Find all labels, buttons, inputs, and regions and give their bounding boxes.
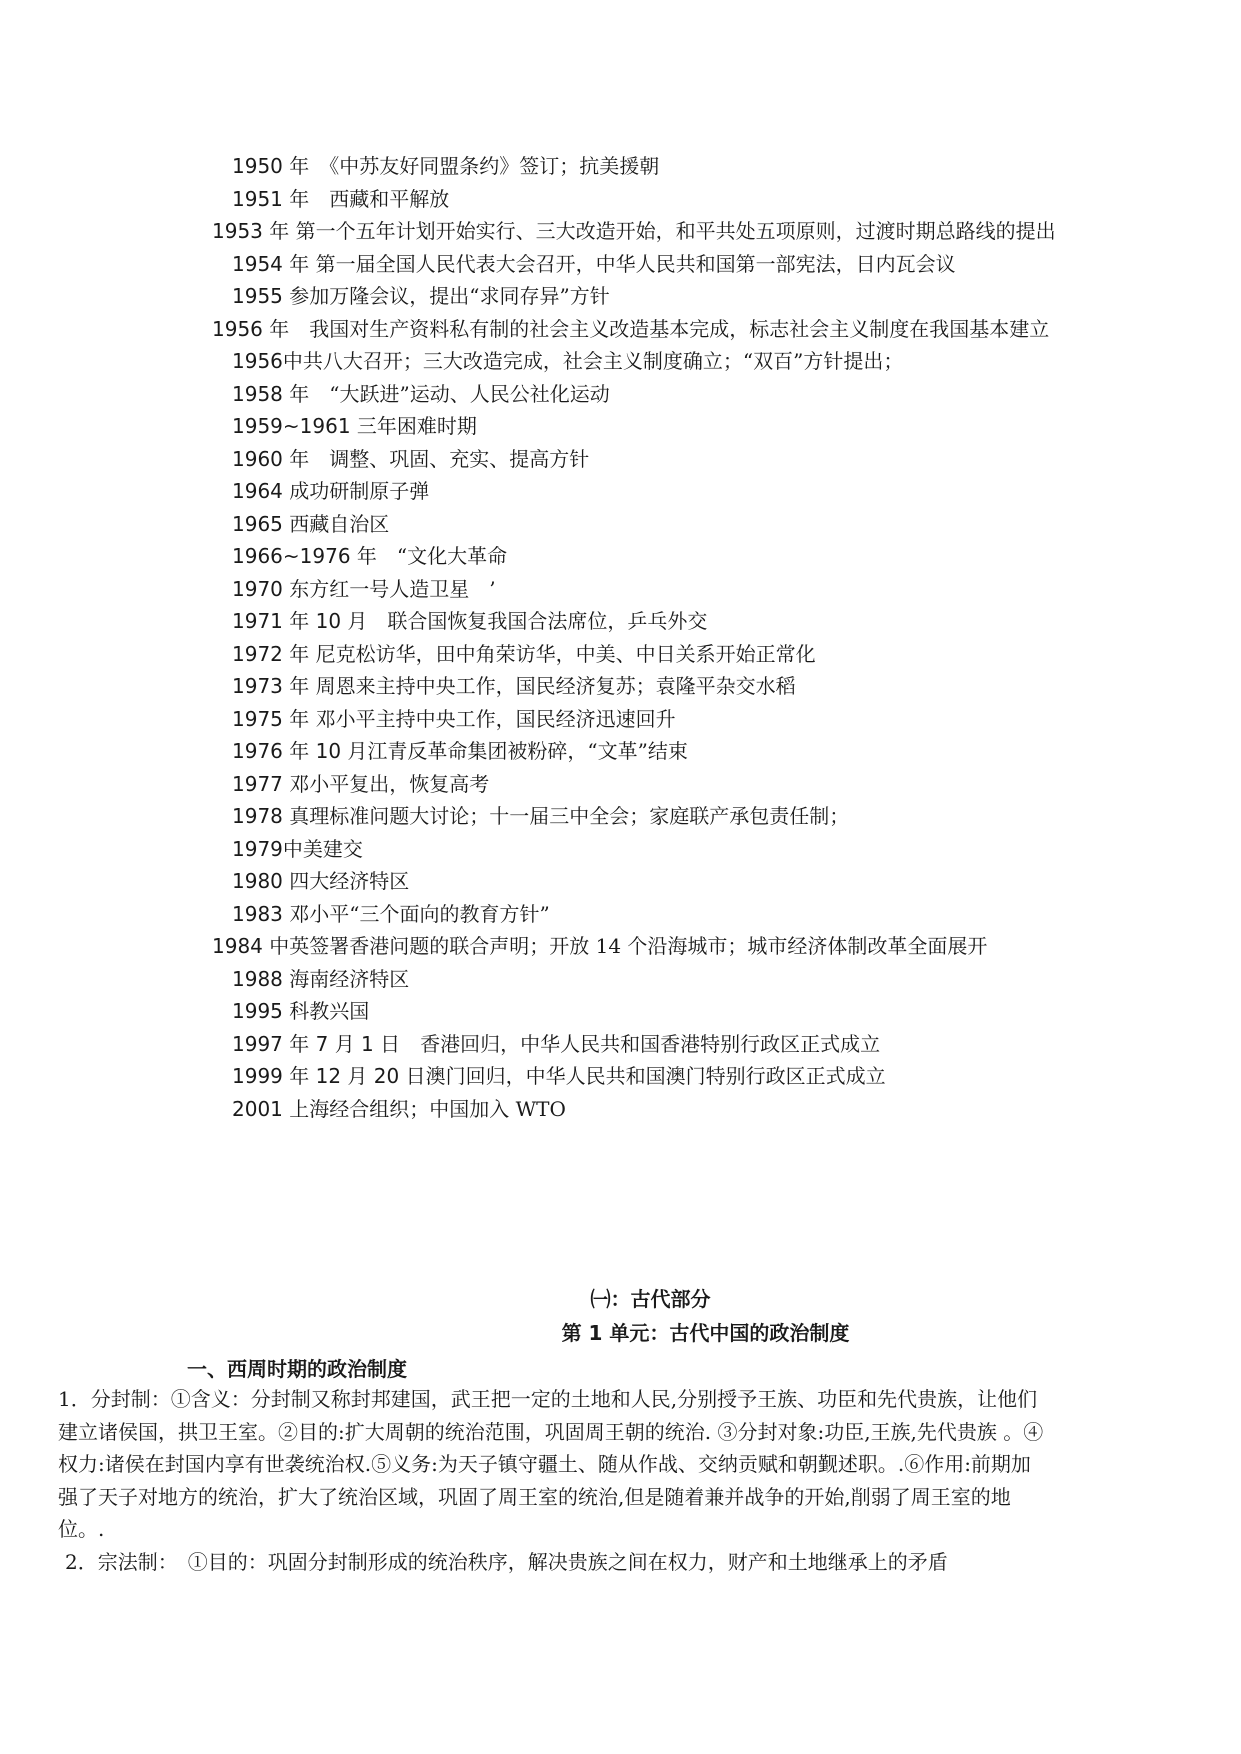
timeline-year: 1972 年 (232, 641, 310, 666)
timeline-year: 1978 (232, 804, 283, 828)
timeline-year: 1960 年 (232, 446, 310, 471)
paragraph-fengjian: 1．分封制：①含义：分封制又称封邦建国，武王把一定的土地和人民,分别授予王族、功臣和先代贵族，让他们建立诸侯国，拱卫王室。②目的:扩大周朝的统治范围，巩固周王朝的统治. ③分封对象:功臣,王族,先代贵族 。④权力:诸侯在封国内享有世袭统治权.⑤义务:为天子镇守疆土、随从作战、交纳贡赋和朝觐述职。.⑥作用:前期加强了天子对地方的统治，扩大了统治区域，巩固了周王室的统治,但是随着兼并战争的开始,削弱了周王室的地位。. (58, 1387, 1044, 1541)
timeline-event: 中共八大召开；三大改造完成，社会主义制度确立；“双百”方针提出； (282, 349, 904, 373)
part-heading: ㈠：古代部分 (590, 1287, 711, 1311)
timeline-event: 第一个五年计划开始实行、三大改造开始，和平共处五项原则，过渡时期总路线的提出 (289, 219, 1056, 243)
timeline-event: “文化大革命 (376, 544, 508, 568)
timeline-event: 邓小平主持中央工作，国民经济迅速回升 (309, 706, 676, 731)
timeline-entry (187, 443, 1057, 476)
timeline-entry (187, 1028, 1057, 1061)
timeline-year: 1970 (232, 576, 283, 601)
timeline-entry (187, 345, 1057, 378)
timeline-entry (187, 183, 1057, 216)
timeline-event: 参加万隆会议，提出“求同存异”方针 (282, 284, 610, 308)
timeline-entry (167, 313, 1057, 346)
timeline-list (187, 150, 1057, 1125)
timeline-year: 1966~1976 年 (232, 544, 377, 568)
timeline-event: 邓小平“三个面向的教育方针” (282, 901, 550, 926)
timeline-entry (187, 800, 1057, 833)
timeline-event: 《中苏友好同盟条约》签订；抗美援朝 (309, 154, 660, 178)
timeline-entry (187, 150, 1057, 183)
timeline-entry (187, 865, 1057, 898)
timeline-year: 2001 (232, 1096, 283, 1121)
timeline-event: 香港回归，中华人民共和国香港特别行政区正式成立 (400, 1031, 881, 1056)
timeline-event: 第一届全国人民代表大会召开，中华人民共和国第一部宪法，日内瓦会议 (309, 251, 956, 276)
timeline-year: 1980 (232, 869, 283, 893)
timeline-entry (187, 410, 1057, 443)
timeline-event: 澳门回归，中华人民共和国澳门特别行政区正式成立 (425, 1064, 886, 1088)
timeline-entry (187, 1060, 1057, 1093)
timeline-entry (187, 248, 1057, 281)
timeline-year: 1965 (232, 511, 283, 536)
section-heading: 一、西周时期的政治制度 (187, 1357, 407, 1381)
timeline-entry (187, 638, 1057, 671)
timeline-event: 上海经合组织；中国加入 WTO (282, 1096, 566, 1121)
timeline-event: 四大经济特区 (282, 869, 410, 893)
timeline-entry (187, 605, 1057, 638)
timeline-entry (187, 280, 1057, 313)
timeline-event: 西藏和平解放 (309, 186, 450, 211)
timeline-year: 1977 (232, 771, 283, 796)
timeline-event: 东方红一号人造卫星 ’ (282, 576, 496, 601)
timeline-event: “大跃进”运动、人民公社化运动 (309, 381, 610, 406)
timeline-event: 尼克松访华，田中角荣访华，中美、中日关系开始正常化 (309, 641, 816, 666)
timeline-event: 调整、巩固、充实、提高方针 (309, 446, 590, 471)
timeline-event: 中英签署香港问题的联合声明；开放 14 个沿海城市；城市经济体制改革全面展开 (262, 934, 988, 958)
paragraph-zongfa: 2．宗法制： ①目的：巩固分封制形成的统治秩序，解决贵族之间在权力，财产和土地继承上的矛盾 (65, 1550, 948, 1574)
timeline-year: 1958 年 (232, 381, 310, 406)
timeline-year: 1975 年 (232, 706, 310, 731)
timeline-year: 1995 (232, 999, 283, 1023)
timeline-entry (167, 215, 1057, 248)
timeline-year: 1971 年 10 月 (232, 609, 368, 633)
timeline-year: 1950 年 (232, 154, 310, 178)
timeline-year: 1956 (232, 349, 283, 373)
timeline-year: 1964 (232, 479, 283, 503)
timeline-year: 1983 (232, 901, 283, 926)
timeline-year: 1955 (232, 284, 283, 308)
timeline-year: 1959~1961 (232, 414, 351, 438)
timeline-year: 1976 年 10 月 (232, 739, 368, 763)
timeline-entry (187, 508, 1057, 541)
timeline-year: 1984 (212, 934, 263, 958)
timeline-event: 科教兴国 (282, 999, 370, 1023)
timeline-year: 1997 年 7 月 1 日 (232, 1031, 401, 1056)
timeline-event: 江青反革命集团被粉碎，“文革”结束 (367, 739, 688, 763)
timeline-entry (187, 475, 1057, 508)
timeline-event: 成功研制原子弹 (282, 479, 430, 503)
timeline-entry (187, 735, 1057, 768)
timeline-event: 联合国恢复我国合法席位，乒乓外交 (367, 609, 708, 633)
timeline-entry (187, 833, 1057, 866)
timeline-entry (187, 670, 1057, 703)
timeline-entry (187, 378, 1057, 411)
timeline-event: 西藏自治区 (282, 511, 390, 536)
timeline-entry (187, 963, 1057, 996)
timeline-event: 真理标准问题大讨论；十一届三中全会；家庭联产承包责任制； (282, 804, 850, 828)
timeline-event: 海南经济特区 (282, 966, 410, 991)
timeline-entry (187, 1093, 1057, 1126)
timeline-entry (187, 898, 1057, 931)
timeline-entry (187, 573, 1057, 606)
timeline-event: 邓小平复出，恢复高考 (282, 771, 490, 796)
timeline-entry (187, 703, 1057, 736)
timeline-event: 我国对生产资料私有制的社会主义改造基本完成，标志社会主义制度在我国基本建立 (289, 316, 1050, 341)
unit-heading: 第 1 单元：古代中国的政治制度 (561, 1321, 850, 1345)
timeline-entry (167, 930, 1057, 963)
timeline-entry (187, 995, 1057, 1028)
timeline-event: 三年困难时期 (350, 414, 477, 438)
timeline-year: 1973 年 (232, 674, 310, 698)
timeline-year: 1979 (232, 836, 283, 861)
timeline-year: 1988 (232, 966, 283, 991)
timeline-entry (187, 768, 1057, 801)
timeline-year: 1954 年 (232, 251, 310, 276)
timeline-year: 1999 年 12 月 20 日 (232, 1064, 426, 1088)
timeline-year: 1953 年 (212, 219, 290, 243)
timeline-year: 1951 年 (232, 186, 310, 211)
timeline-event: 中美建交 (282, 836, 363, 861)
timeline-year: 1956 年 (212, 316, 290, 341)
timeline-event: 周恩来主持中央工作，国民经济复苏；袁隆平杂交水稻 (309, 674, 796, 698)
timeline-entry (187, 540, 1057, 573)
